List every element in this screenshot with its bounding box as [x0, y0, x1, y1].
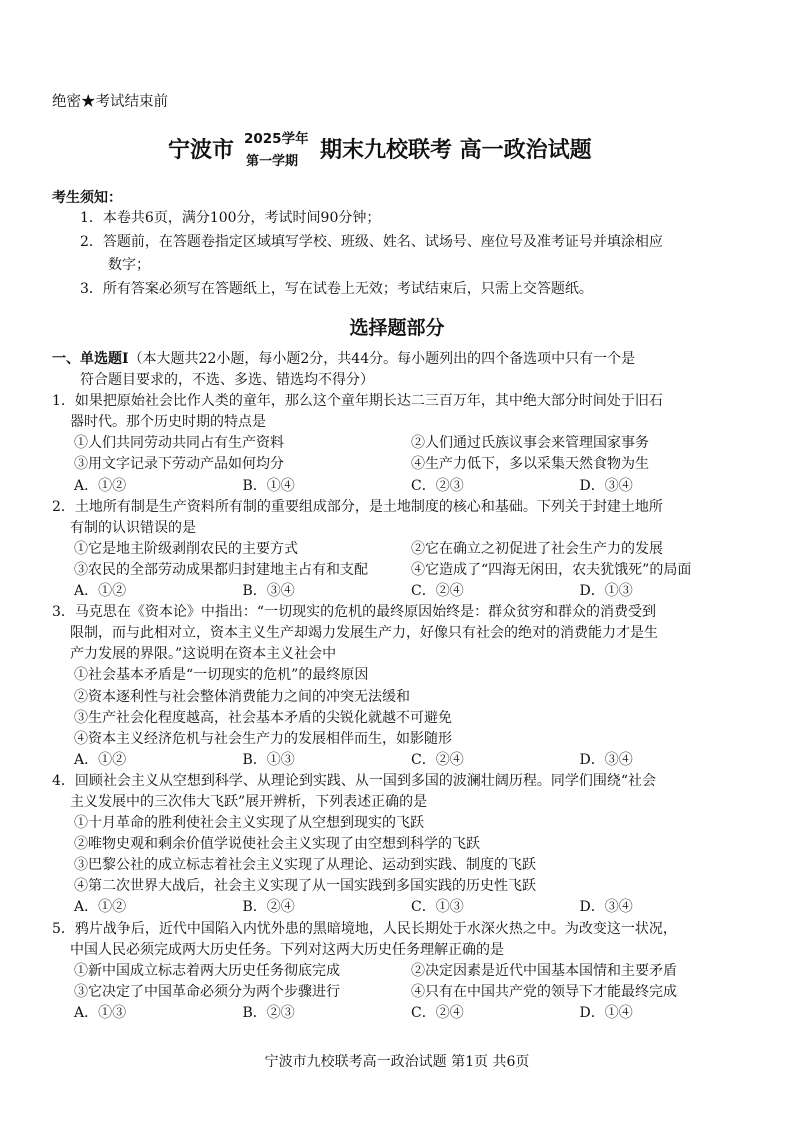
question-stem-cont: 有制的认识错误的是 — [70, 519, 196, 536]
option-row — [52, 982, 748, 1003]
notice-heading: 考生须知： — [52, 190, 122, 206]
answer-b: B．①④ — [242, 477, 295, 494]
option-2: ②它在确立之初促进了社会生产力的发展 — [411, 540, 663, 557]
answer-c: C．②④ — [411, 583, 464, 600]
section-intro — [52, 349, 748, 391]
question-1 — [52, 391, 748, 496]
section-intro-text: （本大题共22小题，每小题2分，共44分。每小题列出的四个备选项中只有一个是 — [128, 351, 636, 367]
answer-choices — [52, 897, 748, 918]
title-city: 宁波市 — [168, 137, 235, 163]
option-4: ④资本主义经济危机与社会生产力的发展相伴而生，如影随形 — [74, 730, 452, 747]
section-intro-cont: 符合题目要求的，不选、多选、错选均不得分） — [80, 372, 374, 389]
notice-item: 1．本卷共6页，满分100分，考试时间90分钟； — [80, 210, 381, 226]
section-intro-lead: 一、单选题Ⅰ — [52, 351, 129, 367]
option-1: ①社会基本矛盾是“一切现实的危机”的最终原因 — [74, 667, 369, 684]
confidential-label: 绝密★考试结束前 — [52, 94, 168, 110]
option-2: ②人们通过氏族议事会来管理国家事务 — [411, 435, 649, 452]
option-row — [52, 454, 748, 475]
option-3: ③巴黎公社的成立标志着社会主义实现了从理论、运动到实践、制度的飞跃 — [74, 857, 536, 874]
answer-a: A．①② — [74, 477, 127, 494]
notice-item: 2．答题前，在答题卷指定区域填写学校、班级、姓名、试场号、座位号及准考证号并填涂相应 — [80, 234, 663, 250]
question-stem: 3．马克思在《资本论》中指出：“一切现实的危机的最终原因始终是：群众贫穷和群众的消费受到 — [52, 604, 657, 621]
question-stem-cont: 器时代。那个历史时期的特点是 — [70, 414, 266, 431]
question-stem: 5．鸦片战争后，近代中国陷入内忧外患的黑暗境地，人民长期处于水深火热之中。为改变这一状况， — [52, 920, 677, 937]
question-2 — [52, 497, 748, 602]
title-year: 2025学年 — [244, 131, 309, 147]
option-3: ③用文字记录下劳动产品如何均分 — [74, 456, 284, 473]
option-2: ②决定因素是近代中国基本国情和主要矛盾 — [411, 962, 677, 979]
question-stem-cont: 中国人民必须完成两大历史任务。下列对这两大历史任务理解正确的是 — [70, 941, 504, 958]
page-footer: 宁波市九校联考高一政治试题 第1页 共6页 — [264, 1054, 530, 1070]
question-stem-cont: 主义发展中的三次伟大飞跃”展开辨析，下列表述正确的是 — [70, 793, 428, 810]
answer-d: D．①③ — [579, 583, 633, 600]
answer-b: B．①③ — [242, 751, 295, 768]
answer-choices — [52, 581, 748, 602]
question-stem-cont: 产力发展的界限。”这说明在资本主义社会中 — [70, 646, 337, 663]
option-4: ④第二次世界大战后，社会主义实现了从一国实践到多国实践的历史性飞跃 — [74, 878, 536, 895]
option-4: ④生产力低下，多以采集天然食物为生 — [411, 456, 649, 473]
question-3 — [52, 602, 748, 771]
title-main: 期末九校联考 高一政治试题 — [320, 137, 592, 163]
answer-c: C．②③ — [411, 477, 464, 494]
answer-a: A．①② — [74, 583, 127, 600]
answer-b: B．②④ — [242, 899, 295, 916]
answer-d: D．①④ — [579, 1004, 633, 1021]
option-row — [52, 560, 748, 581]
questions-body — [52, 349, 748, 1024]
answer-c: C．②④ — [411, 1004, 464, 1021]
answer-b: B．②③ — [242, 1004, 295, 1021]
option-3: ③农民的全部劳动成果都归封建地主占有和支配 — [74, 561, 368, 578]
question-stem-cont: 限制，而与此相对立，资本主义生产却竭力发展生产力，好像只有社会的绝对的消费能力才是生 — [70, 625, 658, 642]
question-5 — [52, 919, 748, 1024]
answer-d: D．③④ — [579, 899, 633, 916]
answer-choices — [52, 1003, 748, 1024]
answer-d: D．③④ — [579, 751, 633, 768]
option-3: ③生产社会化程度越高，社会基本矛盾的尖锐化就越不可避免 — [74, 709, 452, 726]
option-2: ②资本逐利性与社会整体消费能力之间的冲突无法缓和 — [74, 688, 410, 705]
question-stem: 4．回顾社会主义从空想到科学、从理论到实践、从一国到多国的波澜壮阔历程。同学们围绕“社会 — [52, 772, 657, 789]
option-3: ③它决定了中国革命必须分为两个步骤进行 — [74, 983, 340, 1000]
option-1: ①人们共同劳动共同占有生产资料 — [74, 435, 284, 452]
option-4: ④它造成了“四海无闲田，农夫犹饿死”的局面 — [411, 561, 692, 578]
title-semester: 第一学期 — [246, 154, 299, 169]
answer-choices — [52, 750, 748, 771]
option-1: ①新中国成立标志着两大历史任务彻底完成 — [74, 962, 340, 979]
question-4 — [52, 771, 748, 919]
answer-c: C．②④ — [411, 751, 464, 768]
option-row — [52, 961, 748, 982]
answer-choices — [52, 476, 748, 497]
answer-c: C．①③ — [411, 899, 464, 916]
answer-b: B．③④ — [242, 583, 295, 600]
option-2: ②唯物史观和剩余价值学说使社会主义实现了由空想到科学的飞跃 — [74, 836, 480, 853]
question-stem: 2．土地所有制是生产资料所有制的重要组成部分，是土地制度的核心和基础。下列关于封建土地所 — [52, 498, 663, 515]
option-row — [52, 539, 748, 560]
answer-d: D．③④ — [579, 477, 633, 494]
notice-item-cont: 数字； — [108, 257, 150, 273]
notice-item: 3．所有答案必须写在答题纸上，写在试卷上无效；考试结束后，只需上交答题纸。 — [80, 281, 593, 297]
option-1: ①十月革命的胜利使社会主义实现了从空想到现实的飞跃 — [74, 815, 424, 832]
option-row — [52, 433, 748, 454]
section-title: 选择题部分 — [349, 317, 445, 339]
option-1: ①它是地主阶级剥削农民的主要方式 — [74, 540, 298, 557]
question-stem: 1．如果把原始社会比作人类的童年，那么这个童年期长达二三百万年，其中绝大部分时间处于旧石 — [52, 393, 663, 410]
answer-a: A．①② — [74, 751, 127, 768]
answer-a: A．①② — [74, 899, 127, 916]
answer-a: A．①③ — [74, 1004, 127, 1021]
exam-title — [0, 127, 794, 173]
option-4: ④只有在中国共产党的领导下才能最终完成 — [411, 983, 677, 1000]
